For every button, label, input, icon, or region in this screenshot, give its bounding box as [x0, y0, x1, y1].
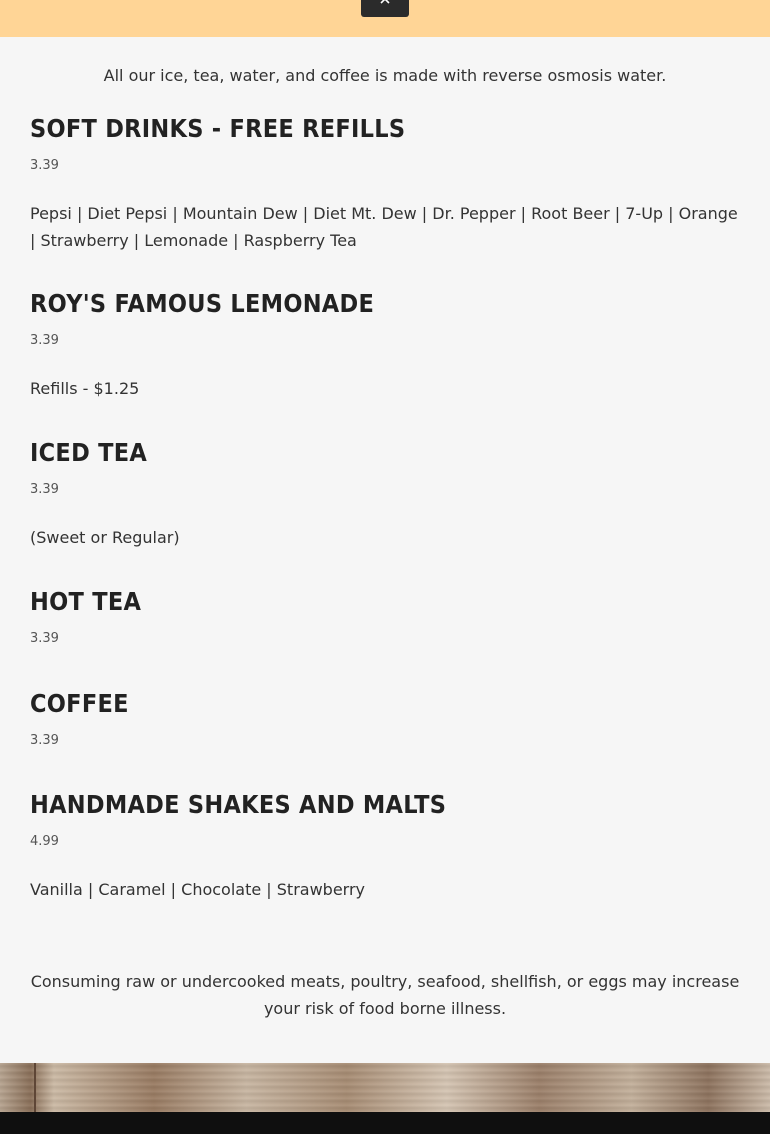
menu-item-title: ICED TEA [30, 438, 148, 467]
menu-item-hot-tea [30, 587, 740, 647]
wood-banner-image [0, 1063, 770, 1112]
menu-item-shakes [30, 790, 740, 903]
menu-item-description: Vanilla | Caramel | Chocolate | Strawberry [30, 880, 366, 899]
menu-item-title: COFFEE [30, 689, 129, 718]
menu-item-coffee [30, 689, 740, 749]
food-safety-disclaimer: Consuming raw or undercooked meats, poultry, seafood, shellfish, or eggs may increase your risk of food borne illness. [30, 972, 740, 1018]
wood-seam [34, 1063, 36, 1112]
menu-item-price: 3.39 [30, 158, 59, 173]
wood-grain [0, 1063, 770, 1112]
menu-item-lemonade [30, 289, 740, 402]
intro-text: All our ice, tea, water, and coffee is made with reverse osmosis water. [103, 66, 667, 85]
menu-item-price: 3.39 [30, 733, 59, 748]
footer-bar [0, 1112, 770, 1134]
menu-item-price: 3.39 [30, 482, 59, 497]
menu-item-title: HOT TEA [30, 587, 142, 616]
menu-item-price: 3.39 [30, 631, 59, 646]
chevron-up-icon [379, 0, 391, 7]
menu-item-description: (Sweet or Regular) [30, 528, 180, 547]
menu-item-soft-drinks [30, 114, 740, 254]
menu-item-description: Pepsi | Diet Pepsi | Mountain Dew | Diet Mt. Dew | Dr. Pepper | Root Beer | 7-Up | Orange | Strawberry | Lemonade | Raspberry Tea [30, 204, 738, 250]
menu-item-title: SOFT DRINKS - FREE REFILLS [30, 114, 406, 143]
menu-item-iced-tea [30, 438, 740, 551]
menu-item-title: HANDMADE SHAKES AND MALTS [30, 790, 447, 819]
menu-item-price: 3.39 [30, 333, 59, 348]
collapse-toggle-button[interactable] [361, 0, 409, 17]
menu-item-title: ROY'S FAMOUS LEMONADE [30, 289, 375, 318]
menu-item-price: 4.99 [30, 834, 59, 849]
menu-item-description: Refills - $1.25 [30, 379, 140, 398]
